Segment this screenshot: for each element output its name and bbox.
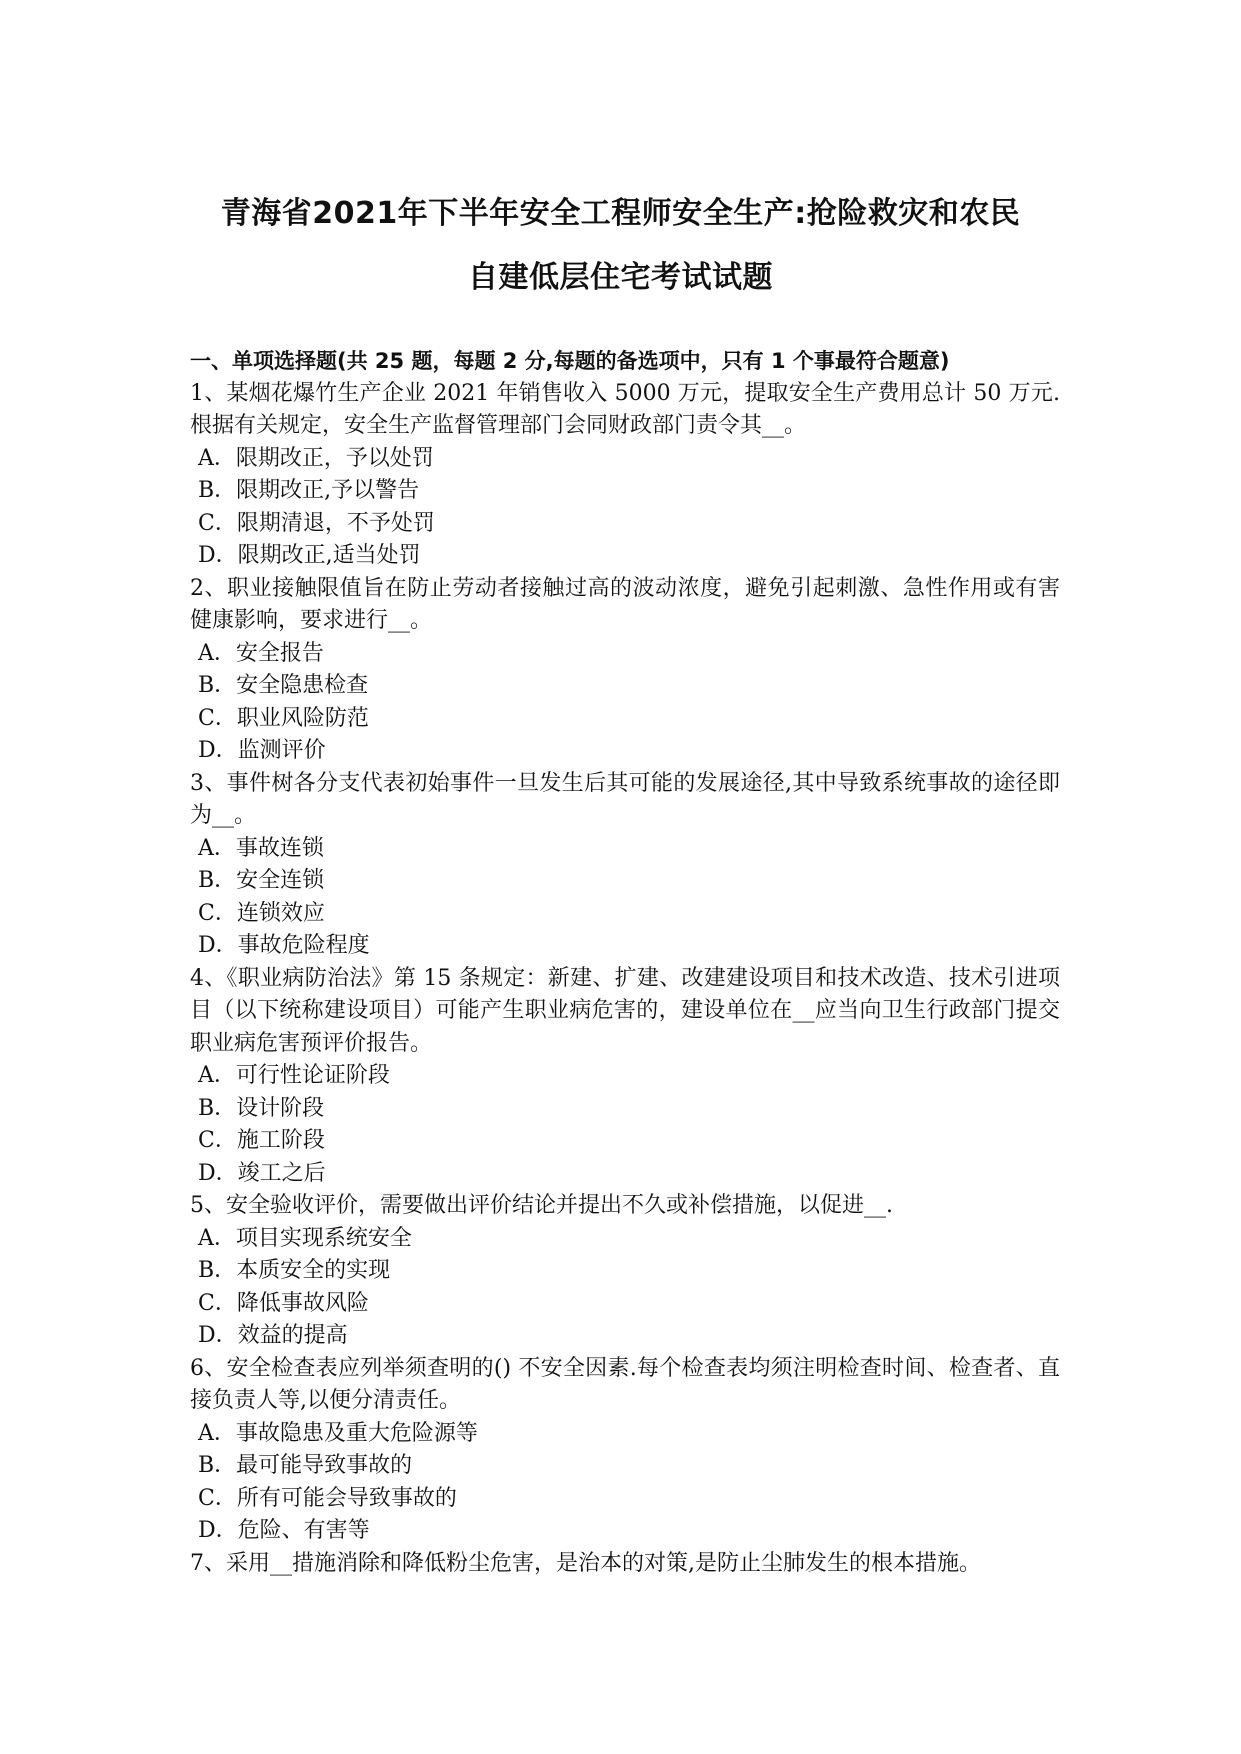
question-3	[190, 768, 1060, 963]
question-5	[190, 1190, 1060, 1353]
option-d: D．效益的提高	[198, 1323, 348, 1348]
option-d: D．限期改正,适当处罚	[198, 543, 421, 568]
question-text: 7、采用__措施消除和降低粉尘危害，是治本的对策,是防止尘肺发生的根本措施。	[190, 1550, 981, 1576]
option-a: A．可行性论证阶段	[198, 1063, 390, 1088]
question-1	[190, 378, 1060, 573]
option-c: C．降低事故风险	[198, 1290, 369, 1316]
option-b: B．限期改正,予以警告	[198, 478, 420, 503]
option-a: A．事故隐患及重大危险源等	[198, 1420, 478, 1446]
question-text: 5、安全验收评价，需要做出评价结论并提出不久或补偿措施，以促进__.	[190, 1193, 893, 1218]
question-2	[190, 573, 1060, 768]
option-b: B．本质安全的实现	[198, 1258, 391, 1283]
question-text: 4、《职业病防治法》第 15 条规定：新建、扩建、改建建设项目和技术改造、技术引进项目（以下统称建设项目）可能产生职业病危害的，建设单位在__应当向卫生行政部门提交职业病危害预评价报告。	[190, 965, 1060, 1056]
option-c: C．施工阶段	[198, 1128, 325, 1153]
option-b: B．最可能导致事故的	[198, 1453, 413, 1478]
option-c: C．职业风险防范	[198, 705, 369, 731]
question-6	[190, 1353, 1060, 1548]
document-title-line-1: 青海省2021年下半年安全工程师安全生产:抢险救灾和农民	[220, 196, 1021, 231]
option-c: C．连锁效应	[198, 900, 325, 926]
option-a: A．事故连锁	[198, 835, 324, 861]
question-4	[190, 963, 1060, 1191]
option-d: D．事故危险程度	[198, 933, 370, 958]
document-title-line-2: 自建低层住宅考试试题	[468, 260, 773, 295]
option-a: A．安全报告	[198, 640, 324, 666]
option-d: D．监测评价	[198, 738, 326, 763]
question-text: 3、事件树各分支代表初始事件一旦发生后其可能的发展途径,其中导致系统事故的途径即为__。	[190, 770, 1060, 828]
option-a: A．限期改正，予以处罚	[198, 445, 434, 471]
document-body	[190, 345, 1060, 1580]
question-text: 2、职业接触限值旨在防止劳动者接触过高的波动浓度，避免引起刺激、急性作用或有害健康影响，要求进行__。	[190, 575, 1060, 633]
option-d: D．竣工之后	[198, 1160, 326, 1186]
question-7	[190, 1548, 1060, 1581]
section-heading: 一、单项选择题(共 25 题，每题 2 分,每题的备选项中，只有 1 个事最符合题意)	[190, 349, 950, 373]
option-c: C．限期清退，不予处罚	[198, 510, 435, 536]
question-text: 1、某烟花爆竹生产企业 2021 年销售收入 5000 万元，提取安全生产费用总计 50 万元.根据有关规定，安全生产监督管理部门会同财政部门责令其__。	[190, 380, 1060, 438]
question-text: 6、安全检查表应列举须查明的() 不安全因素.每个检查表均须注明检查时间、检查者、直接负责人等,以便分清责任。	[190, 1355, 1060, 1413]
option-b: B．安全隐患检查	[198, 673, 369, 698]
option-d: D．危险、有害等	[198, 1518, 370, 1543]
option-c: C．所有可能会导致事故的	[198, 1485, 457, 1511]
option-b: B．安全连锁	[198, 868, 325, 893]
option-b: B．设计阶段	[198, 1095, 325, 1121]
option-a: A．项目实现系统安全	[198, 1225, 412, 1251]
